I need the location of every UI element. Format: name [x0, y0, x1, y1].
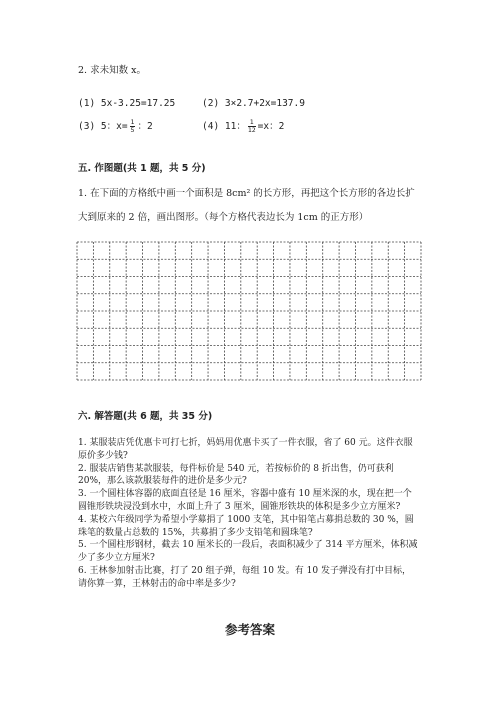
fraction-one-twelfth [248, 119, 256, 134]
equation-4 [202, 118, 284, 134]
question-2-title: 2. 求未知数 x。 [78, 65, 146, 76]
equation-3-suffix: ：2 [137, 121, 153, 132]
section-5-title: 五. 作图题(共 1 题，共 5 分) [78, 163, 206, 174]
drawing-problem-line-2: 大到原来的 2 倍，画出图形。（每个方格代表边长为 1cm 的正方形） [78, 212, 369, 223]
word-problem-6: 6. 王林参加射击比赛，打了 20 组子弹，每组 10 发。有 10 发子弹没有打中目标，请你算一算，王林射击的命中率是多少? [78, 565, 411, 589]
equation-4-prefix: (4) 11： [202, 121, 246, 132]
drawing-problem-line-1: 1. 在下面的方格纸中画一个面积是 8cm² 的长方形，再把这个长方形的各边长扩 [78, 188, 415, 199]
equation-3-prefix: (3) 5：x= [78, 121, 128, 132]
equation-1: (1) 5x-3.25=17.25 [78, 98, 176, 109]
fraction-numerator: 1 [130, 118, 135, 126]
word-problem-3: 3. 一个圆柱体容器的底面直径是 16 厘米，容器中盛有 10 厘米深的水，现在把一个圆锥形铁块浸没到水中，水面上升了 3 厘米，圆锥形铁块的体积是多少立方厘米? [78, 489, 412, 512]
word-problem-4: 4. 某校六年级同学为希望小学募捐了 1000 支笔，其中铅笔占募捐总数的 30 %，圆珠笔的数量占总数的 15%，共募捐了多少支铅笔和圆珠笔? [78, 514, 414, 538]
fraction-denominator: 12 [247, 126, 256, 134]
fraction-denominator: 5 [130, 126, 135, 134]
section-6-title: 六. 解答题(共 6 题，共 35 分) [78, 411, 213, 422]
fraction-numerator: 1 [249, 118, 254, 126]
word-problem-5: 5. 一个圆柱形钢材，截去 10 厘米长的一段后，表面积减少了 314 平方厘米，体积减少了多少立方厘米? [78, 540, 418, 564]
word-problem-1: 1. 某服装店凭优惠卡可打七折，妈妈用优惠卡买了一件衣服，省了 60 元。这件衣服原价多少钱? [78, 438, 413, 461]
square-grid-paper[interactable] [76, 241, 422, 381]
equation-2: (2) 3×2.7+2x=137.9 [202, 98, 305, 109]
word-problem-2: 2. 服装店销售某款服装，每件标价是 540 元，若按标价的 8 折出售，仍可获利 20%，那么该款服装每件的进价是多少元? [78, 463, 394, 487]
fraction-one-fifth [130, 119, 136, 134]
reference-answers-heading: 参考答案 [224, 622, 275, 637]
equation-4-suffix: =x：2 [257, 121, 285, 132]
word-problems-list [78, 437, 418, 591]
equation-3 [78, 118, 153, 134]
